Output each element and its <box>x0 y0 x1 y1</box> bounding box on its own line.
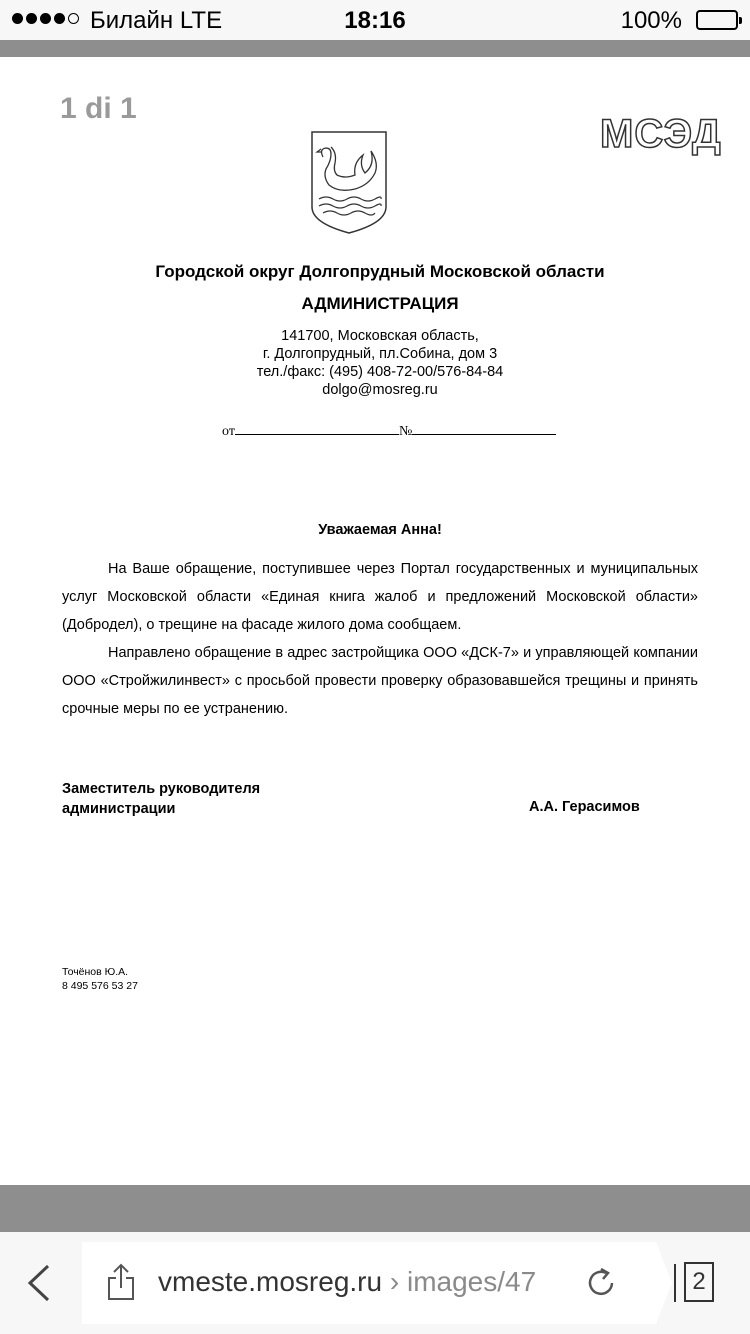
paragraph: На Ваше обращение, поступившее через Портал государственных и муниципальных услуг Московской области «Единая книга жалоб и предложений Московской области» (Добродел), о трещине на фасаде жилого дома сообщаем. <box>62 561 698 633</box>
administration-title: АДМИНИСТРАЦИЯ <box>301 294 459 313</box>
coat-of-arms-swan-icon <box>309 129 389 235</box>
back-chevron-icon[interactable] <box>24 1263 56 1303</box>
address-line: 141700, Московская область, <box>281 328 479 344</box>
tabs-divider <box>674 1264 676 1302</box>
organization-name: Городской округ Долгопрудный Московской области <box>155 262 605 281</box>
battery-percent: 100% <box>620 7 682 34</box>
email-line: dolgo@mosreg.ru <box>322 382 438 398</box>
document-page <box>0 57 750 1185</box>
battery-icon <box>696 10 738 30</box>
reload-icon[interactable] <box>584 1266 618 1300</box>
carrier-label: Билайн LTE <box>90 7 223 34</box>
executor-name: Точёнов Ю.А. <box>62 966 129 978</box>
url-text[interactable] <box>158 1266 562 1298</box>
number-label: № <box>398 424 413 439</box>
url-domain: vmeste.mosreg.ru <box>158 1266 383 1297</box>
executor-info <box>62 965 138 993</box>
address-bar[interactable] <box>82 1242 656 1324</box>
signatory-name: А.А. Герасимов <box>529 799 640 815</box>
url-separator: › <box>382 1266 407 1297</box>
signatory-title-line: администрации <box>62 801 176 817</box>
greeting: Уважаемая Анна! <box>318 522 442 538</box>
from-label: от <box>222 424 235 439</box>
address-line: г. Долгопрудный, пл.Собина, дом 3 <box>262 346 498 362</box>
signatory-title <box>62 779 260 819</box>
executor-phone: 8 495 576 53 27 <box>62 980 138 992</box>
browser-toolbar <box>0 1232 750 1334</box>
tabs-button[interactable] <box>674 1262 724 1304</box>
clock: 18:16 <box>344 7 406 34</box>
signatory-title-line: Заместитель руководителя <box>62 781 261 797</box>
phone-fax-line: тел./факс: (495) 408-72-00/576-84-84 <box>256 364 504 380</box>
page-indicator: 1 di 1 <box>60 92 137 125</box>
paragraph: Направлено обращение в адрес застройщика ООО «ДСК-7» и управляющей компании ООО «Стройжилинвест» с просьбой провести проверку образовавшейся трещины и принять срочные меры по ее устранению. <box>62 645 698 717</box>
status-bar <box>0 0 750 40</box>
date-number-line <box>222 420 556 440</box>
document-viewer[interactable] <box>0 40 750 1232</box>
tabs-count: 2 <box>684 1262 714 1302</box>
share-icon[interactable] <box>106 1262 136 1302</box>
msed-watermark-logo: МСЭД <box>600 112 722 156</box>
letter-body <box>62 555 698 723</box>
url-path: images/47 <box>406 1266 537 1297</box>
